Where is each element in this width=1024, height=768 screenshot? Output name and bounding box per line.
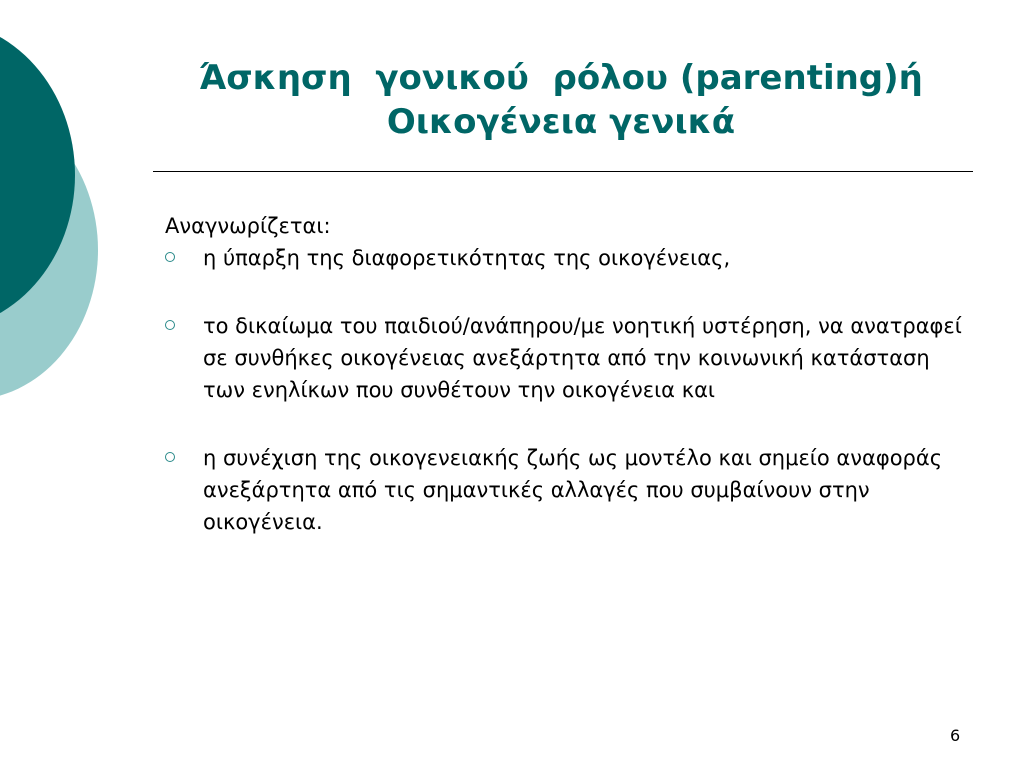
bullet-item xyxy=(165,310,975,406)
slide-body xyxy=(165,210,975,574)
slide-title-line-2: Οικογένεια γενικά xyxy=(386,102,736,142)
bullet-text: η συνέχιση της οικογενειακής ζωής ως μοντέλο και σημείο αναφοράς ανεξάρτητα από τις σημαντικές αλλαγές που συμβαίνουν στην οικογένεια. xyxy=(203,446,943,534)
hollow-circle-bullet-icon xyxy=(165,320,175,330)
page-number: 6 xyxy=(950,726,961,745)
bullet-text: η ύπαρξη της διαφορετικότητας της οικογένειας, xyxy=(203,246,731,270)
intro-text: Αναγνωρίζεται: xyxy=(165,214,331,238)
decorative-circles xyxy=(0,0,120,420)
hollow-circle-bullet-icon xyxy=(165,452,175,462)
bullet-item xyxy=(165,242,975,274)
bullet-list xyxy=(165,242,975,538)
bullet-text: το δικαίωμα του παιδιού/ανάπηρου/με νοητική υστέρηση, να ανατραφεί σε συνθήκες οικογένειας ανεξάρτητα από την κοινωνική κατάσταση των ενηλίκων που συνθέτουν την οικογένεια και xyxy=(203,314,962,402)
hollow-circle-bullet-icon xyxy=(165,252,175,262)
title-divider xyxy=(153,171,973,172)
slide-title-line-1: Άσκηση γονικού ρόλου (parenting)ή xyxy=(199,58,923,98)
slide-title xyxy=(150,56,972,144)
bullet-item xyxy=(165,442,975,538)
